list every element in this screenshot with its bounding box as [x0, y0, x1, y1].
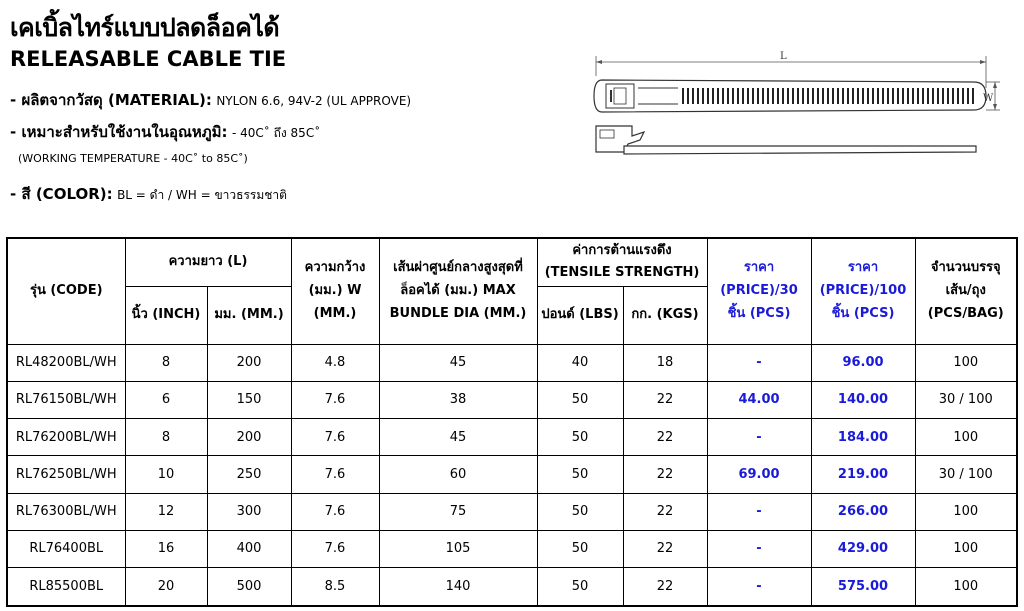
- cell-lbs: 50: [537, 493, 623, 530]
- cell-width: 7.6: [291, 381, 379, 418]
- cell-kgs: 22: [623, 493, 707, 530]
- table-row: [7, 381, 1017, 418]
- cell-lbs: 50: [537, 456, 623, 493]
- cell-price-100: 219.00: [811, 456, 915, 493]
- cell-mm: 500: [207, 568, 291, 607]
- cell-bundle: 105: [379, 530, 537, 567]
- cell-inch: 16: [125, 530, 207, 567]
- cell-mm: 200: [207, 419, 291, 456]
- spec-color: [10, 182, 287, 206]
- header-tensile: ค่าการต้านแรงดึง (TENSILE STRENGTH): [537, 238, 707, 286]
- cell-width: 8.5: [291, 568, 379, 607]
- table-row: [7, 419, 1017, 456]
- cell-mm: 150: [207, 381, 291, 418]
- cell-bundle: 60: [379, 456, 537, 493]
- cell-kgs: 22: [623, 530, 707, 567]
- cell-lbs: 50: [537, 381, 623, 418]
- header-price-100: ราคา (PRICE)/100 ชิ้น (PCS): [811, 238, 915, 344]
- cell-price-30: -: [707, 419, 811, 456]
- cell-pack: 100: [915, 530, 1017, 567]
- cell-code: RL76250BL/WH: [7, 456, 125, 493]
- temperature-note: (WORKING TEMPERATURE - 40C˚ to 85C˚): [18, 152, 248, 165]
- cell-inch: 8: [125, 419, 207, 456]
- cell-code: RL85500BL: [7, 568, 125, 607]
- spec-table: [6, 237, 1018, 607]
- cell-inch: 10: [125, 456, 207, 493]
- material-label: - ผลิตจากวัสดุ (MATERIAL):: [10, 91, 212, 109]
- cell-bundle: 140: [379, 568, 537, 607]
- cell-price-100: 96.00: [811, 344, 915, 381]
- cell-price-100: 184.00: [811, 419, 915, 456]
- title-thai: เคเบิ้ลไทร์แบบปลดล็อคได้: [10, 13, 280, 42]
- table-row: [7, 344, 1017, 381]
- table-row: [7, 456, 1017, 493]
- header-price-30: ราคา (PRICE)/30 ชิ้น (PCS): [707, 238, 811, 344]
- cell-price-100: 575.00: [811, 568, 915, 607]
- cell-code: RL76150BL/WH: [7, 381, 125, 418]
- table-row: [7, 568, 1017, 607]
- cell-inch: 12: [125, 493, 207, 530]
- header-width: ความกว้าง (มม.) W (MM.): [291, 238, 379, 344]
- cell-kgs: 22: [623, 419, 707, 456]
- material-value: NYLON 6.6, 94V-2 (UL APPROVE): [216, 94, 412, 108]
- cell-pack: 100: [915, 493, 1017, 530]
- cell-width: 7.6: [291, 530, 379, 567]
- color-value: BL = ดำ / WH = ขาวธรรมชาติ: [117, 188, 287, 202]
- cell-code: RL76300BL/WH: [7, 493, 125, 530]
- cell-lbs: 50: [537, 419, 623, 456]
- title-english: RELEASABLE CABLE TIE: [10, 47, 287, 71]
- color-label: - สี (COLOR):: [10, 185, 113, 203]
- cell-kgs: 22: [623, 456, 707, 493]
- spec-material: [10, 88, 411, 112]
- cell-mm: 250: [207, 456, 291, 493]
- cell-price-30: -: [707, 568, 811, 607]
- cell-price-100: 429.00: [811, 530, 915, 567]
- cell-bundle: 38: [379, 381, 537, 418]
- cell-pack: 30 / 100: [915, 381, 1017, 418]
- cell-pack: 30 / 100: [915, 456, 1017, 493]
- cell-price-30: 69.00: [707, 456, 811, 493]
- cell-pack: 100: [915, 344, 1017, 381]
- header-length: ความยาว (L): [125, 238, 291, 286]
- cell-mm: 300: [207, 493, 291, 530]
- cell-pack: 100: [915, 419, 1017, 456]
- cell-pack: 100: [915, 568, 1017, 607]
- cell-lbs: 50: [537, 530, 623, 567]
- cell-width: 4.8: [291, 344, 379, 381]
- cell-price-30: -: [707, 344, 811, 381]
- header-length-mm: มม. (MM.): [207, 286, 291, 344]
- table-row: [7, 493, 1017, 530]
- cell-inch: 8: [125, 344, 207, 381]
- cell-width: 7.6: [291, 456, 379, 493]
- cell-kgs: 22: [623, 568, 707, 607]
- cell-bundle: 45: [379, 344, 537, 381]
- cell-code: RL48200BL/WH: [7, 344, 125, 381]
- temperature-value: - 40C˚ ถึง 85C˚: [232, 126, 321, 140]
- cell-lbs: 50: [537, 568, 623, 607]
- cable-tie-diagram: [588, 48, 1020, 164]
- cell-price-30: 44.00: [707, 381, 811, 418]
- header-tensile-kgs: กก. (KGS): [623, 286, 707, 344]
- cell-price-100: 140.00: [811, 381, 915, 418]
- table-row: [7, 530, 1017, 567]
- header-tensile-lbs: ปอนด์ (LBS): [537, 286, 623, 344]
- width-dimension-label: W: [983, 93, 994, 104]
- header-length-inch: นิ้ว (INCH): [125, 286, 207, 344]
- cell-price-100: 266.00: [811, 493, 915, 530]
- cell-bundle: 75: [379, 493, 537, 530]
- cell-code: RL76200BL/WH: [7, 419, 125, 456]
- cell-mm: 200: [207, 344, 291, 381]
- cell-width: 7.6: [291, 493, 379, 530]
- spec-temperature: [10, 120, 320, 144]
- cell-kgs: 18: [623, 344, 707, 381]
- cell-kgs: 22: [623, 381, 707, 418]
- cell-lbs: 40: [537, 344, 623, 381]
- header-pack: จำนวนบรรจุ เส้น/ถุง (PCS/BAG): [915, 238, 1017, 344]
- temperature-label: - เหมาะสำหรับใช้งานในอุณหภูมิ:: [10, 123, 228, 141]
- cell-mm: 400: [207, 530, 291, 567]
- cell-inch: 6: [125, 381, 207, 418]
- header-code: รุ่น (CODE): [7, 238, 125, 344]
- cell-width: 7.6: [291, 419, 379, 456]
- cell-inch: 20: [125, 568, 207, 607]
- cell-code: RL76400BL: [7, 530, 125, 567]
- header-bundle: เส้นผ่าศูนย์กลางสูงสุดที่ล็อคได้ (มม.) MAX BUNDLE DIA (MM.): [379, 238, 537, 344]
- cell-price-30: -: [707, 493, 811, 530]
- length-dimension-label: L: [780, 51, 787, 62]
- cell-price-30: -: [707, 530, 811, 567]
- cell-bundle: 45: [379, 419, 537, 456]
